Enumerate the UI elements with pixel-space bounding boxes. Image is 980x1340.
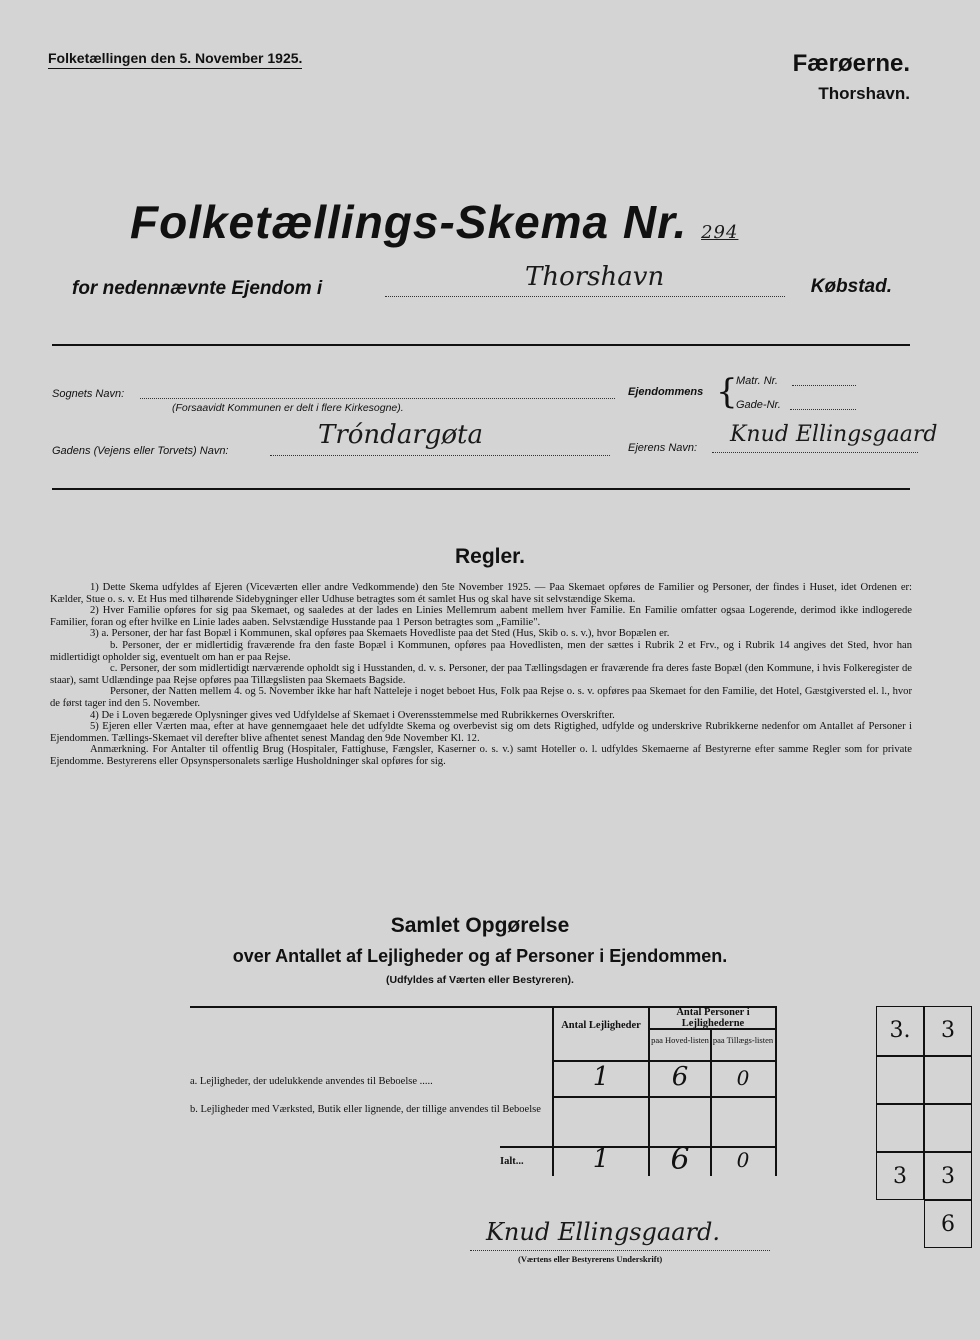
summary-title: Samlet Opgørelse [390,914,570,937]
side-value-r4c2: 3 [941,1164,955,1189]
street-value-handwritten: Tróndargøta [318,420,483,450]
col-apartments-header: Antal Lejligheder [561,1020,641,1031]
rule-3-note: Personer, der Natten mellem 4. og 5. November ikke har haft Natteleje i noget beboet Hus, Folk paa Rejse o. s. v. opføres paa Skemaet for den Familie, det Hotel, Gæstgiversted el. l., hvor de først tager ind den 5. November. [50,686,912,709]
row-total-label: Ialt... [500,1156,524,1167]
side-box-r3c2 [924,1104,972,1152]
owner-label: Ejerens Navn: [628,442,698,454]
rule-1: 1) Dette Skema udfyldes af Ejeren (Viceværten eller andre Vedkommende) den 5te November 1925. — Paa Skemaet opføres de Familier og Personer, der findes i Huset, idet Ordenen er: Kælder, Stue o. s. v. Et Hus med tilhørende Sidebygninger eller Udhuse betragtes som ét samlet Hus og skal have sit selvstændige Skema. [50,582,912,605]
total-apartments-value: 1 [592,1144,610,1174]
side-value-r5c2: 6 [941,1212,955,1237]
matr-label: Matr. Nr. [736,375,778,387]
form-title [130,195,738,249]
side-value-r1c1: 3. [889,1018,911,1043]
signature-caption: (Værtens eller Bestyrerens Underskrift) [518,1254,663,1264]
row-b-label: b. Lejligheder med Værksted, Butik eller lignende, der tillige anvendes til Beboelse [190,1104,541,1115]
matr-dotline [792,385,856,386]
town-name: Thorshavn. [818,84,910,103]
owner-dotline [712,452,918,453]
rule-3a: 3) a. Personer, der har fast Bopæl i Kommunen, skal opføres paa Skemaets Hovedliste paa det Sted (Hus, Skib o. s. v.), hvor Bopælen er. [90,628,670,640]
table-vline-4 [775,1006,777,1176]
property-place-handwritten: Thorshavn [525,262,665,292]
rule-annotation: Anmærkning. For Antalter til offentlig Brug (Hospitaler, Fattighuse, Fængsler, Kaserner o. s. v.) samt Hoteller o. l. udfyldes Skemaerne af Bestyrerne efter samme Regler som for private Ejendomme. Bestyrerens eller Opsynspersonalets særlige Husholdninger skal opføres for sig. [50,744,912,767]
parish-note: (Forsaavidt Kommunen er delt i flere Kirkesogne). [172,402,404,414]
gade-label: Gade-Nr. [736,399,781,411]
rule-3c: c. Personer, der som midlertidigt nærværende opholdt sig i Husstanden, d. v. s. Personer, der paa Tællingsdagen er fraværende fra deres faste Bopæl (den Kommune, i hvis Folkeregister de staar), samt Udlændinge paa Rejse opføres paa Tillægslisten paa Skemaets Bagside. [50,663,912,686]
parish-label: Sognets Navn: [52,388,125,400]
total-supp-value: 0 [736,1148,750,1172]
summary-note: (Udfyldes af Værten eller Bestyreren). [386,974,574,986]
a-apartments-value: 1 [592,1062,610,1092]
form-number-handwritten: 294 [701,222,739,243]
census-date-line: Folketællingen den 5. November 1925. [48,50,302,69]
rule-2: 2) Hver Familie opføres for sig paa Skemaet, og saaledes at der lades en Linies Mellemrum aabent mellem hver Familie. En Familie omfatter ogsaa Logerende, derimod ikke indlogerede Familier, foran og efter hvilke en Linie lades aaben. Selvstændige Husstande paa 1 Person betragtes som „Familie". [50,605,912,628]
street-label: Gadens (Vejens eller Torvets) Navn: [52,445,229,457]
street-dotline [270,455,610,456]
property-prefix: for nedennævnte Ejendom i [72,278,323,299]
divider-middle [52,488,910,490]
owner-value-handwritten: Knud Ellingsgaard [730,422,938,447]
gade-dotline [790,409,856,410]
signature-handwritten: Knud Ellingsgaard. [486,1218,720,1246]
rule-4: 4) De i Loven begærede Oplysninger gives ved Udfyldelse af Skemaet i Overensstemmelse med Rubrikkernes Overskrifter. [90,709,615,721]
summary-subtitle: over Antallet af Lejligheder og af Personer i Ejendommen. [232,946,728,966]
a-main-value: 6 [671,1062,689,1092]
side-box-r2c2 [924,1056,972,1104]
rule-5: 5) Ejeren eller Værten maa, efter at have gennemgaaet hele det udfyldte Skema og overbevist sig om dets Rigtighed, udfylde og underskrive Rubrikkerne nedenfor om Antallet af Personer i Ejendommen. Tællings-Skemaet vil derefter blive afhentet senest Mandag den 9de November Kl. 12. [50,721,912,744]
divider-top [52,344,910,346]
col-supp-header: paa Tillægs-listen [712,1035,774,1045]
a-supp-value: 0 [736,1066,750,1090]
rules-text [50,582,912,768]
rule-3b: b. Personer, der er midlertidig fraværende fra den faste Bopæl i Kommunen, opføres paa Hovedlisten, men der sættes i Rubrik 2 et Frv., og i Rubrik 14 angives det Sted, hvor han midlertidigt opholder sig, eventuelt om han er paa Rejse. [50,639,912,663]
table-vline-2 [648,1006,650,1176]
table-row-a-line [552,1096,776,1098]
table-vline-1 [552,1006,554,1176]
parish-dotline [140,398,615,399]
col-main-header: paa Hoved-listen [651,1035,709,1045]
region-name: Færøerne. [792,50,910,77]
side-box-r2c1 [876,1056,924,1104]
summary-table [190,1006,776,1176]
total-main-value: 6 [670,1142,690,1177]
brace: { [716,372,738,412]
property-label: Ejendommens [628,386,704,398]
col-persons-header: Antal Personer i Lejlighederne [676,1007,750,1029]
signature-dotline [470,1250,770,1251]
rules-title: Regler. [454,545,526,568]
property-dotline [385,296,785,297]
row-a-label: a. Lejligheder, der udelukkende anvendes til Beboelse ..... [190,1076,433,1087]
side-tally-boxes [876,1006,972,1270]
side-box-r3c1 [876,1104,924,1152]
side-value-r1c2: 3 [941,1018,955,1043]
property-suffix: Købstad. [810,276,892,297]
form-title-text: Folketællings-Skema Nr. [130,196,688,248]
side-value-r4c1: 3 [893,1164,907,1189]
